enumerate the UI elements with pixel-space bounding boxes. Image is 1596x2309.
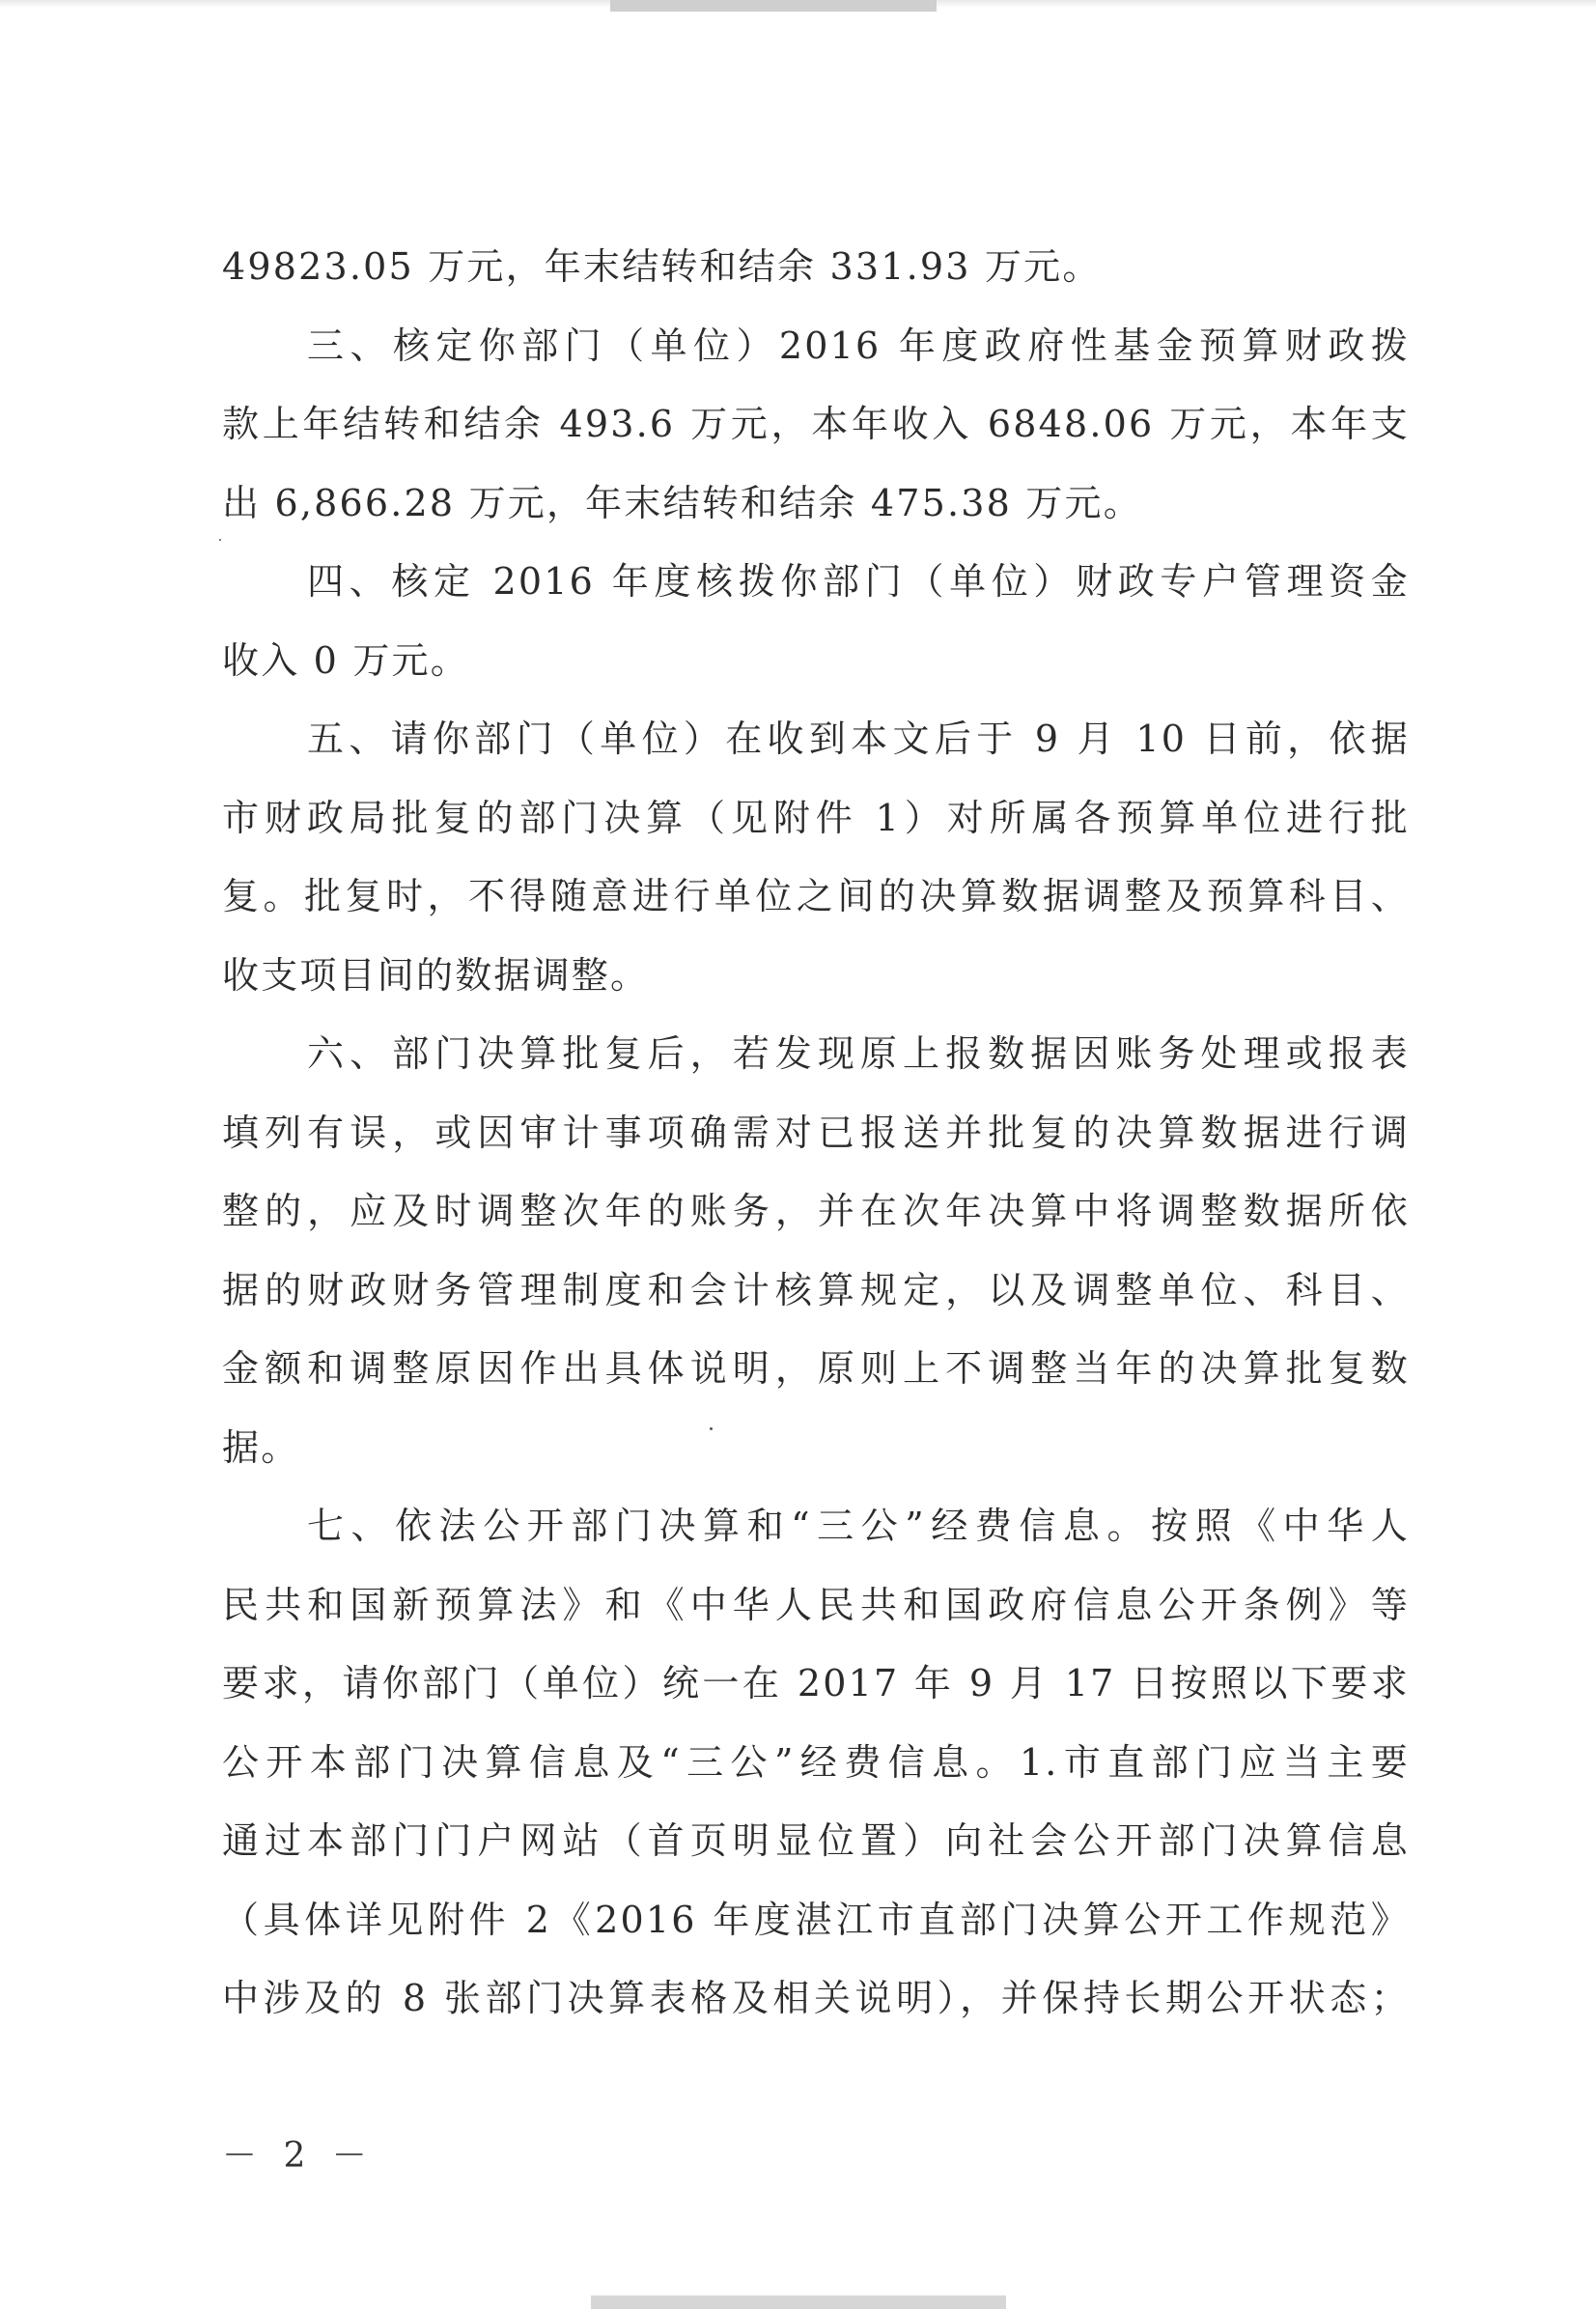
text-line: 金额和调整原因作出具体说明，原则上不调整当年的决算批复数: [222, 1347, 1410, 1390]
document-body: [222, 228, 1410, 2039]
text-line: 通过本部门门户网站（首页明显位置）向社会公开部门决算信息: [222, 1819, 1410, 1862]
text-line: 市财政局批复的部门决算（见附件 1）对所属各预算单位进行批: [222, 796, 1410, 839]
scan-speck: [219, 539, 221, 541]
scan-speck: [710, 1427, 713, 1430]
text-line: 七、依法公开部门决算和“三公”经费信息。按照《中华人: [307, 1505, 1410, 1547]
text-line: 收支项目间的数据调整。: [222, 953, 650, 997]
text-line: 款上年结转和结余 493.6 万元，本年收入 6848.06 万元，本年支: [222, 403, 1410, 445]
text-line: 填列有误，或因审计事项确需对已报送并批复的决算数据进行调: [222, 1111, 1410, 1154]
page-number: － 2 －: [222, 2136, 375, 2176]
text-line: 四、核定 2016 年度核拨你部门（单位）财政专户管理资金: [307, 560, 1410, 603]
text-line: 民共和国新预算法》和《中华人民共和国政府信息公开条例》等: [222, 1583, 1410, 1626]
text-line: 49823.05 万元，年末结转和结余 331.93 万元。: [222, 245, 1102, 288]
text-line: 据。: [222, 1425, 300, 1469]
scan-binding-mark-top: [610, 0, 937, 12]
text-line: 收入 0 万元。: [222, 638, 469, 682]
text-line: 据的财政财务管理制度和会计核算规定，以及调整单位、科目、: [222, 1268, 1410, 1311]
text-line: 公开本部门决算信息及“三公”经费信息。1.市直部门应当主要: [222, 1740, 1410, 1784]
text-line: 六、部门决算批复后，若发现原上报数据因账务处理或报表: [307, 1032, 1410, 1075]
text-line: 复。批复时，不得随意进行单位之间的决算数据调整及预算科目、: [222, 875, 1410, 917]
text-line: 中涉及的 8 张部门决算表格及相关说明），并保持长期公开状态；: [222, 1977, 1410, 2019]
scan-binding-mark-bottom: [591, 2295, 1006, 2309]
text-line: 五、请你部门（单位）在收到本文后于 9 月 10 日前，依据: [307, 718, 1410, 760]
text-line: 要求，请你部门（单位）统一在 2017 年 9 月 17 日按照以下要求: [222, 1662, 1410, 1704]
text-line: 三、核定你部门（单位）2016 年度政府性基金预算财政拨: [307, 324, 1410, 367]
text-line: （具体详见附件 2《2016 年度湛江市直部门决算公开工作规范》: [222, 1898, 1410, 1941]
text-line: 出 6,866.28 万元，年末结转和结余 475.38 万元。: [222, 481, 1142, 524]
text-line: 整的，应及时调整次年的账务，并在次年决算中将调整数据所依: [222, 1190, 1410, 1232]
